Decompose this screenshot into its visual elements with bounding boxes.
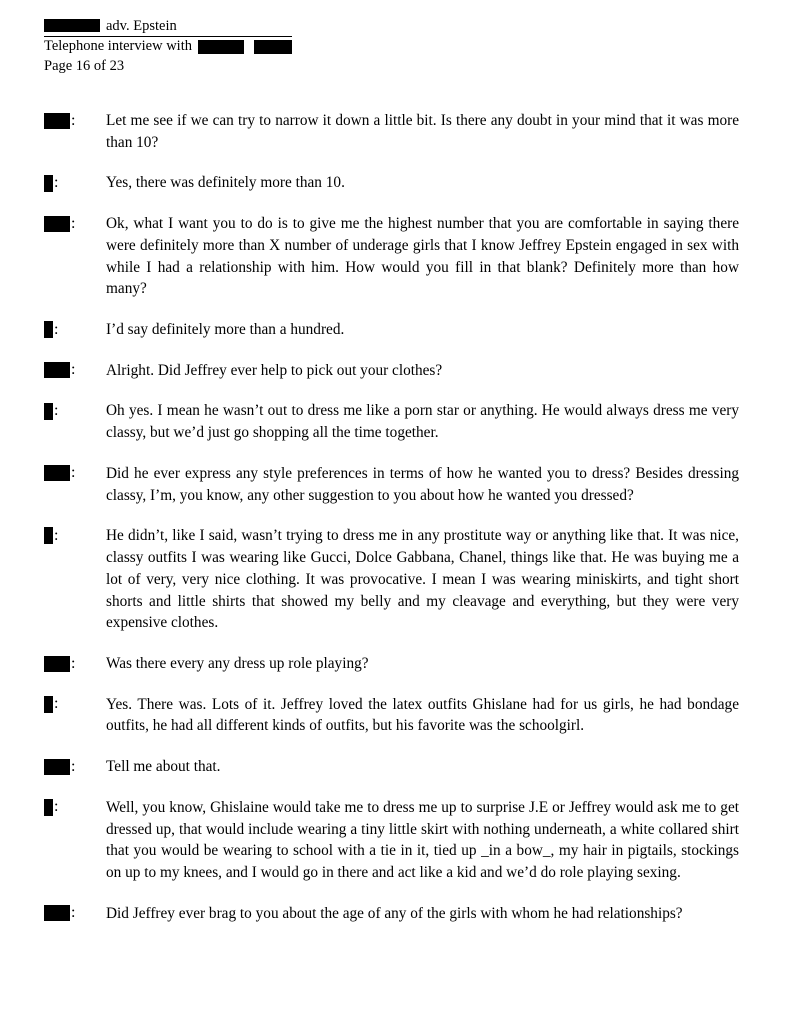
redaction-block-icon (198, 40, 244, 54)
redaction-block-icon (44, 527, 53, 544)
transcript-text: Alright. Did Jeffrey ever help to pick out your clothes? (106, 361, 443, 379)
transcript-entry (44, 400, 741, 443)
transcript-text: He didn’t, like I said, wasn’t trying to dress me in any prostitute way or anything like that. It was nice, classy outfits I was wearing like Gucci, Dolce Gabbana, Chanel, things like that. He was buying me a lot of very, very nice clothing. It was provocative. I mean I was wearing miniskirts, and tight short shorts and little shirts that showed my belly and my cleavage and everything, but they were very expensive clothes. (106, 527, 739, 632)
transcript-entry (44, 653, 741, 675)
speaker-label: : (44, 903, 106, 922)
redaction-block-icon (44, 216, 70, 232)
transcript-entry (44, 694, 741, 737)
transcript-text: Yes. There was. Lots of it. Jeffrey loved the latex outfits Ghislane had for us girls, he had bondage outfits, he had all different kinds of outfits, but his favorite was the schoolgirl. (106, 695, 739, 735)
transcript-entry (44, 360, 741, 382)
transcript-text: Ok, what I want you to do is to give me the highest number that you are comfortable in saying there were definitely more than X number of underage girls that I know Jeffrey Epstein engaged in sex with while I had a relationship with him. How would you fill in that blank? Definitely more than how many? (106, 215, 739, 298)
page-header (44, 18, 741, 76)
redaction-block-icon (44, 321, 53, 338)
speaker-label: : (44, 653, 106, 672)
redaction-block-icon (44, 905, 70, 921)
redaction-block-icon (44, 362, 70, 378)
speaker-label: : (44, 360, 106, 379)
redaction-block-icon (44, 759, 70, 775)
transcript-text: Was there every any dress up role playing? (106, 654, 369, 672)
transcript-text: Well, you know, Ghislaine would take me to dress me up to surprise J.E or Jeffrey would ask me to get dressed up, that would include wearing a tiny little skirt with nothing underneath, a white collared shirt that you would be wearing to school with a tie in it, tied up _in a bow_, my hair in pigtails, stockings on up to my knees, and I would go in there and act like a kid and we’d do role playing sexing. (106, 798, 739, 881)
transcript-text: Oh yes. I mean he wasn’t out to dress me like a porn star or anything. He would always dress me very classy, but we’d just go shopping all the time together. (106, 402, 739, 442)
speaker-label: : (44, 213, 106, 232)
speaker-label: : (44, 463, 106, 482)
speaker-label: : (44, 172, 106, 191)
transcript-entry (44, 172, 741, 194)
speaker-label: : (44, 694, 106, 713)
transcript-entry (44, 525, 741, 634)
transcript-body (44, 110, 741, 924)
speaker-label: : (44, 400, 106, 419)
transcript-entry (44, 110, 741, 153)
speaker-label: : (44, 110, 106, 129)
speaker-label: : (44, 756, 106, 775)
transcript-text: I’d say definitely more than a hundred. (106, 321, 345, 339)
header-line-party (44, 18, 741, 36)
transcript-entry (44, 756, 741, 778)
transcript-text: Did he ever express any style preferences in terms of how he wanted you to dress? Besides dressing classy, I’m, you know, any other suggestion to you about how he wanted you dressed? (106, 464, 739, 504)
transcript-entry (44, 213, 741, 300)
transcript-entry (44, 319, 741, 341)
redaction-block-icon (44, 175, 53, 192)
header-party-suffix: adv. Epstein (106, 18, 177, 34)
transcript-text: Let me see if we can try to narrow it down a little bit. Is there any doubt in your mind that it was more than 10? (106, 112, 739, 151)
speaker-label: : (44, 525, 106, 544)
redaction-block-icon (44, 465, 70, 481)
redaction-block-icon (44, 403, 53, 420)
speaker-label: : (44, 319, 106, 338)
speaker-label: : (44, 797, 106, 816)
transcript-entry (44, 903, 741, 925)
transcript-text: Yes, there was definitely more than 10. (106, 174, 345, 192)
header-line-pagenumber: Page 16 of 23 (44, 58, 125, 74)
redaction-block-icon (44, 696, 53, 713)
redaction-block-icon (44, 19, 100, 32)
redaction-block-icon (254, 40, 292, 54)
transcript-entry (44, 797, 741, 884)
redaction-block-icon (44, 656, 70, 672)
redaction-block-icon (44, 799, 53, 816)
header-line-interview (44, 36, 292, 57)
redaction-block-icon (44, 113, 70, 129)
transcript-text: Did Jeffrey ever brag to you about the age of any of the girls with whom he had relationships? (106, 904, 683, 922)
header-interview-prefix: Telephone interview with (44, 38, 192, 54)
transcript-entry (44, 463, 741, 506)
transcript-text: Tell me about that. (106, 758, 221, 776)
